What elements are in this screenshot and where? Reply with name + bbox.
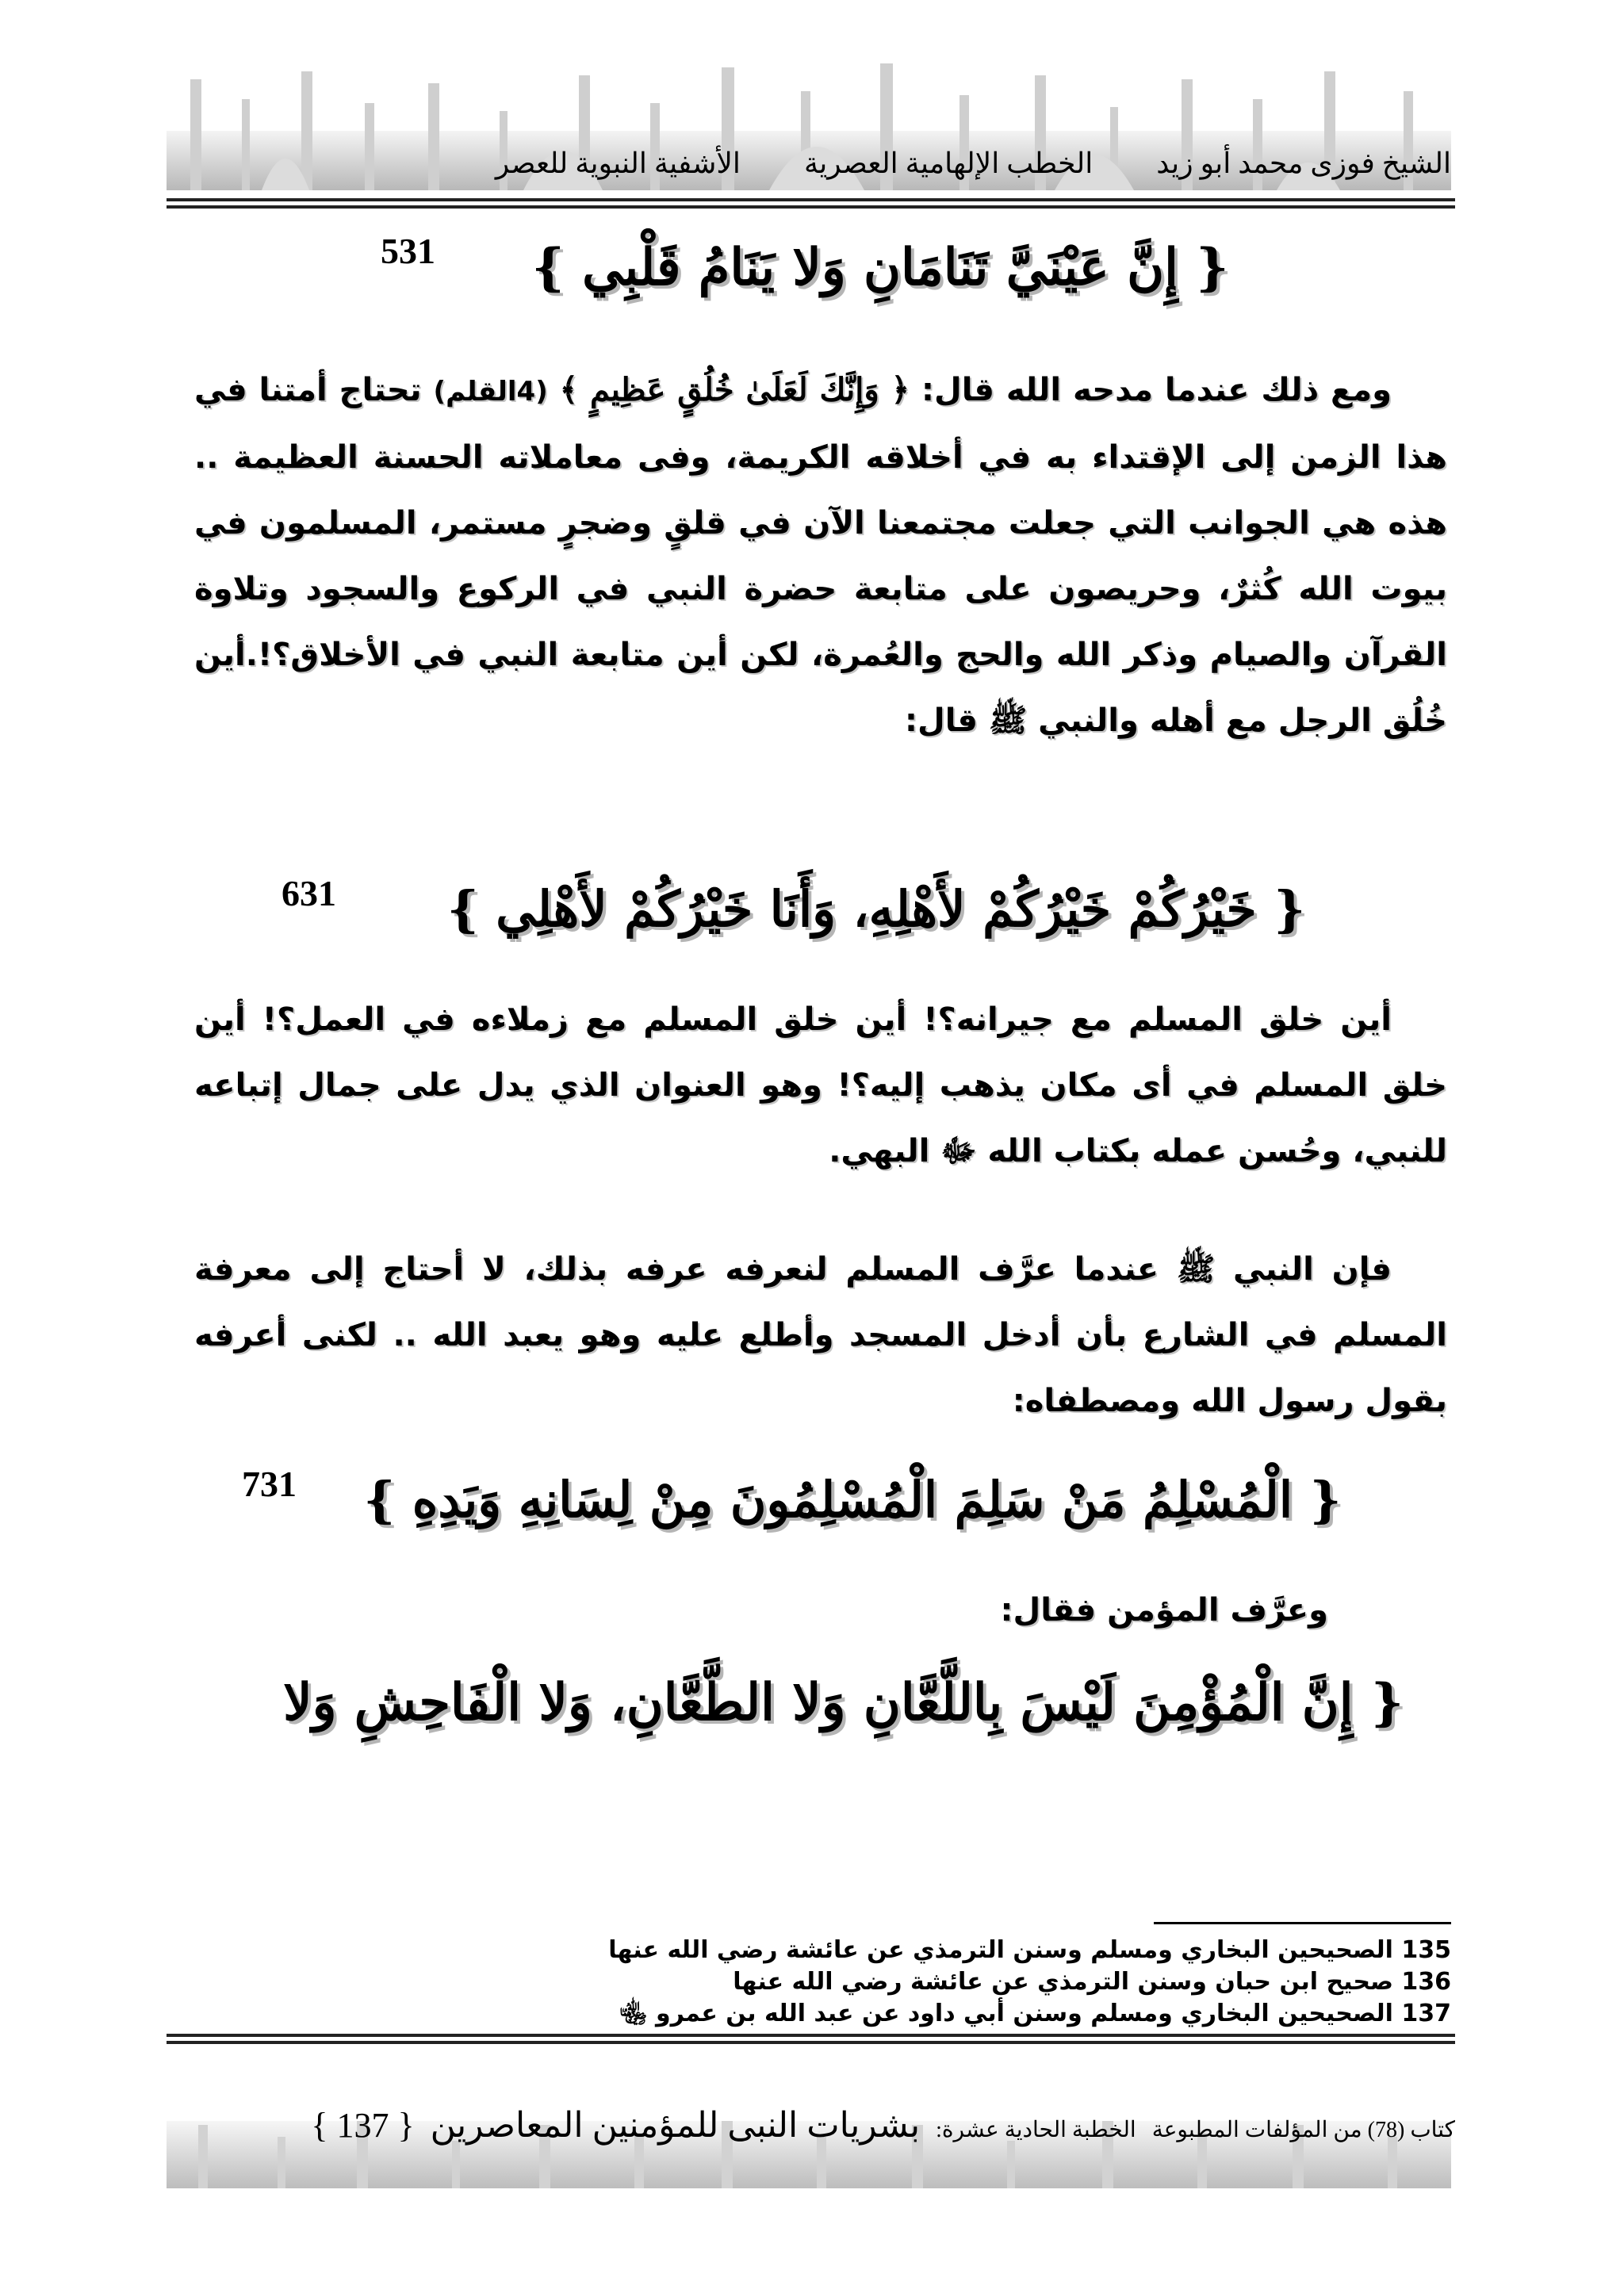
running-footer [210,2105,1455,2146]
paragraph-4 [194,1578,1447,1644]
footer-sermon-label: الخطبة الحادية عشرة: [936,2118,1136,2142]
hadith-reference-1: 531 [381,231,435,271]
surah-reference: (4القلم) [433,376,548,408]
footer-divider [167,2034,1455,2045]
hadith-reference-2: 631 [282,873,336,913]
paragraph-1 [194,357,1447,754]
footnote-separator [1154,1922,1451,1924]
paragraph-3 [194,1237,1447,1434]
footer-title: بشريات النبى للمؤمنين المعاصرين [430,2106,921,2145]
hadith-quote-4: { إِنَّ الْمُؤْمِنَ لَيْسَ بِاللَّعَّانِ وَلا الطَّعَّانِ، وَلا الْفَاحِشِ وَلا [283,1673,1404,1732]
header-volume: الأشفية النبوية للعصر [495,147,741,179]
footnote-136: 136 صحيح ابن حبان وسنن الترمذي عن عائشة رضي الله عنها [733,1968,1451,1996]
paragraph-2-text: أين خلق المسلم مع جيرانه؟! أين خلق المسلم مع زملاءه في العمل؟! أين خلق المسلم في أى مكان يذهب إليه؟! وهو العنوان الذي يدل على جمال إتباعه للنبي، وحُسن عمله بكتاب الله ﷻ البهي. [194,1001,1447,1169]
footer-book-label: كتاب (78) من المؤلفات المطبوعة [1151,2118,1455,2142]
paragraph-4-text: وعرَّف المؤمن فقال: [1000,1592,1328,1629]
header-author: الشيخ فوزى محمد أبو زيد [1156,147,1451,179]
paragraph-1-body: تحتاج أمتنا في هذا الزمن إلى الإقتداء به في أخلاقه الكريمة، وفى معاملاته الحسنة العظيمة .. هذه هي الجوانب التي جعلت مجتمعنا الآن في قلقٍ وضجرٍ مستمر، المسلمون في بيوت الله كُثرٌ، وحريصون على متابعة حضرة النبي في الركوع والسجود وتلاوة القرآن والصيام وذكر الله والحج والعُمرة، لكن أين متابعة النبي في الأخلاق؟!.أين خُلُق الرجل مع أهله والنبي ﷺ قال: [194,372,1447,739]
paragraph-2 [194,987,1447,1185]
hadith-quote-2: { خَيْرُكُمْ خَيْرُكُمْ لأَهْلِهِ، وَأَنَا خَيْرُكُمْ لأَهْلِي } [446,880,1306,938]
quran-verse: ﴿ وَإِنَّكَ لَعَلَىٰ خُلُقٍ عَظِيمٍ ﴾ [559,371,910,408]
footnote-137: 137 الصحيحين البخاري ومسلم وسنن أبي داود عن عبد الله بن عمرو ﵄ [619,2000,1451,2027]
hadith-quote-1: { إِنَّ عَيْنَيَّ تَنَامَانِ وَلا يَنَامُ قَلْبِي } [531,238,1229,297]
footnotes [444,1935,1451,2030]
paragraph-3-text: فإن النبي ﷺ عندما عرَّف المسلم لنعرفه عرفه بذلك، لا أحتاج إلى معرفة المسلم في الشارع بأن أدخل المسجد وأطلع عليه وهو يعبد الله .. لكنى أعرفه بقول رسول الله ومصطفاه: [194,1251,1447,1419]
footnote-135: 135 الصحيحين البخاري ومسلم وسنن الترمذي عن عائشة رضي الله عنها [608,1936,1451,1964]
hadith-reference-3: 731 [242,1464,297,1504]
header-divider [167,198,1455,209]
running-header [174,147,1451,180]
page-number: { 137 } [311,2106,415,2145]
hadith-quote-3: { الْمُسْلِمُ مَنْ سَلِمَ الْمُسْلِمُونَ مِنْ لِسَانِهِ وَيَدِهِ } [363,1471,1342,1529]
header-series: الخطب الإلهامية العصرية [803,147,1094,179]
paragraph-1-lead: ومع ذلك عندما مدحه الله قال: [921,372,1392,408]
